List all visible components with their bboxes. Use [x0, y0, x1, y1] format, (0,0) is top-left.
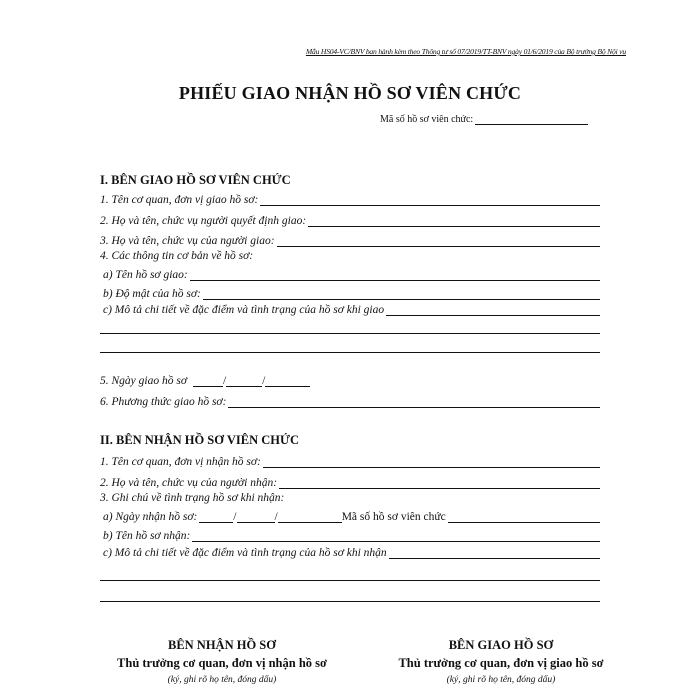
receive-description-line-2[interactable]	[100, 580, 600, 581]
receiver-agency-label: 1. Tên cơ quan, đơn vị nhận hồ sơ:	[100, 456, 261, 468]
receive-description-label: c) Mô tả chi tiết về đặc điểm và tình trạng của hồ sơ khi nhận	[103, 547, 387, 559]
receive-note-label: 3. Ghi chú về tình trạng hồ sơ khi nhận:	[100, 492, 285, 504]
section-2-title: II. BÊN NHẬN HỒ SƠ VIÊN CHỨC	[100, 433, 299, 447]
giver-agency-field[interactable]	[260, 193, 600, 206]
give-date-month[interactable]	[226, 374, 262, 387]
receive-description-field[interactable]	[389, 546, 600, 559]
receiver-person-row	[100, 476, 600, 489]
give-description-row	[103, 303, 600, 316]
receive-date-label: a) Ngày nhận hồ sơ:	[103, 511, 198, 523]
giver-person-row	[100, 234, 600, 247]
secrecy-field[interactable]	[203, 287, 600, 300]
give-method-field[interactable]	[228, 395, 600, 408]
decider-row	[100, 214, 600, 227]
receive-note-row	[100, 492, 600, 504]
file-code-field[interactable]	[475, 114, 588, 125]
give-method-row	[100, 395, 600, 408]
form-reference-note: Mẫu HS04-VC/BNV ban hành kèm theo Thông tư số 07/2019/TT-BNV ngày 01/6/2019 của Bộ trưởng Bộ Nội vụ	[305, 47, 626, 56]
decider-field[interactable]	[308, 214, 600, 227]
give-date-year[interactable]	[265, 374, 310, 387]
give-method-label: 6. Phương thức giao hồ sơ:	[100, 396, 227, 408]
give-date-label: 5. Ngày giao hồ sơ	[100, 375, 187, 387]
received-file-name-label: b) Tên hồ sơ nhận:	[103, 530, 191, 542]
file-name-row	[103, 268, 600, 281]
giver-agency-label: 1. Tên cơ quan, đơn vị giao hồ sơ:	[100, 194, 259, 206]
give-description-field[interactable]	[386, 303, 600, 316]
receiver-signature-block	[92, 638, 352, 685]
receive-date-row: a) Ngày nhận hồ sơ: / / Mã số hồ sơ viên chức	[103, 510, 600, 523]
receiver-agency-row	[100, 455, 600, 468]
receive-date-year[interactable]	[278, 510, 342, 523]
giver-signature-title: BÊN GIAO HỒ SƠ	[448, 638, 554, 652]
file-name-field[interactable]	[190, 268, 600, 281]
receive-date-month[interactable]	[237, 510, 275, 523]
give-description-line-2[interactable]	[100, 333, 600, 334]
giver-signature-note: (ký, ghi rõ họ tên, đóng dấu)	[446, 675, 556, 685]
received-file-name-field[interactable]	[192, 529, 600, 542]
file-code-row	[380, 114, 588, 125]
basic-info-label: 4. Các thông tin cơ bản về hồ sơ:	[100, 250, 254, 262]
receive-description-row	[103, 546, 600, 559]
giver-signature-role: Thủ trưởng cơ quan, đơn vị giao hồ sơ	[398, 656, 604, 670]
receive-date-day[interactable]	[199, 510, 233, 523]
receiver-person-field[interactable]	[279, 476, 600, 489]
give-description-line-3[interactable]	[100, 352, 600, 353]
receiver-person-label: 2. Họ và tên, chức vụ của người nhận:	[100, 477, 278, 489]
receiver-agency-field[interactable]	[263, 455, 600, 468]
receiver-signature-title: BÊN NHẬN HỒ SƠ	[167, 638, 276, 652]
giver-person-label: 3. Họ và tên, chức vụ của người giao:	[100, 235, 275, 247]
giver-agency-row	[100, 193, 600, 206]
file-code-label: Mã số hồ sơ viên chức:	[380, 114, 474, 125]
give-date-row: 5. Ngày giao hồ sơ / /	[100, 374, 600, 387]
form-title: PHIẾU GIAO NHẬN HỒ SƠ VIÊN CHỨC	[178, 83, 522, 103]
receiver-signature-role: Thủ trưởng cơ quan, đơn vị nhận hồ sơ	[117, 656, 327, 670]
receiver-signature-note: (ký, ghi rõ họ tên, đóng dấu)	[167, 675, 277, 685]
decider-label: 2. Họ và tên, chức vụ người quyết định giao:	[100, 215, 307, 227]
receive-description-line-3[interactable]	[100, 601, 600, 602]
file-name-label: a) Tên hồ sơ giao:	[103, 269, 188, 281]
receive-code-field[interactable]	[448, 510, 600, 523]
give-date-day[interactable]	[193, 374, 223, 387]
section-1-title: I. BÊN GIAO HỒ SƠ VIÊN CHỨC	[100, 173, 291, 187]
give-description-label: c) Mô tả chi tiết về đặc điểm và tình trạng của hồ sơ khi giao	[103, 304, 385, 316]
received-file-name-row	[103, 529, 600, 542]
giver-person-field[interactable]	[277, 234, 600, 247]
basic-info-row	[100, 250, 600, 262]
secrecy-label: b) Độ mật của hồ sơ:	[103, 288, 201, 300]
receive-code-label: Mã số hồ sơ viên chức	[341, 511, 446, 523]
giver-signature-block	[371, 638, 631, 685]
secrecy-row	[103, 287, 600, 300]
